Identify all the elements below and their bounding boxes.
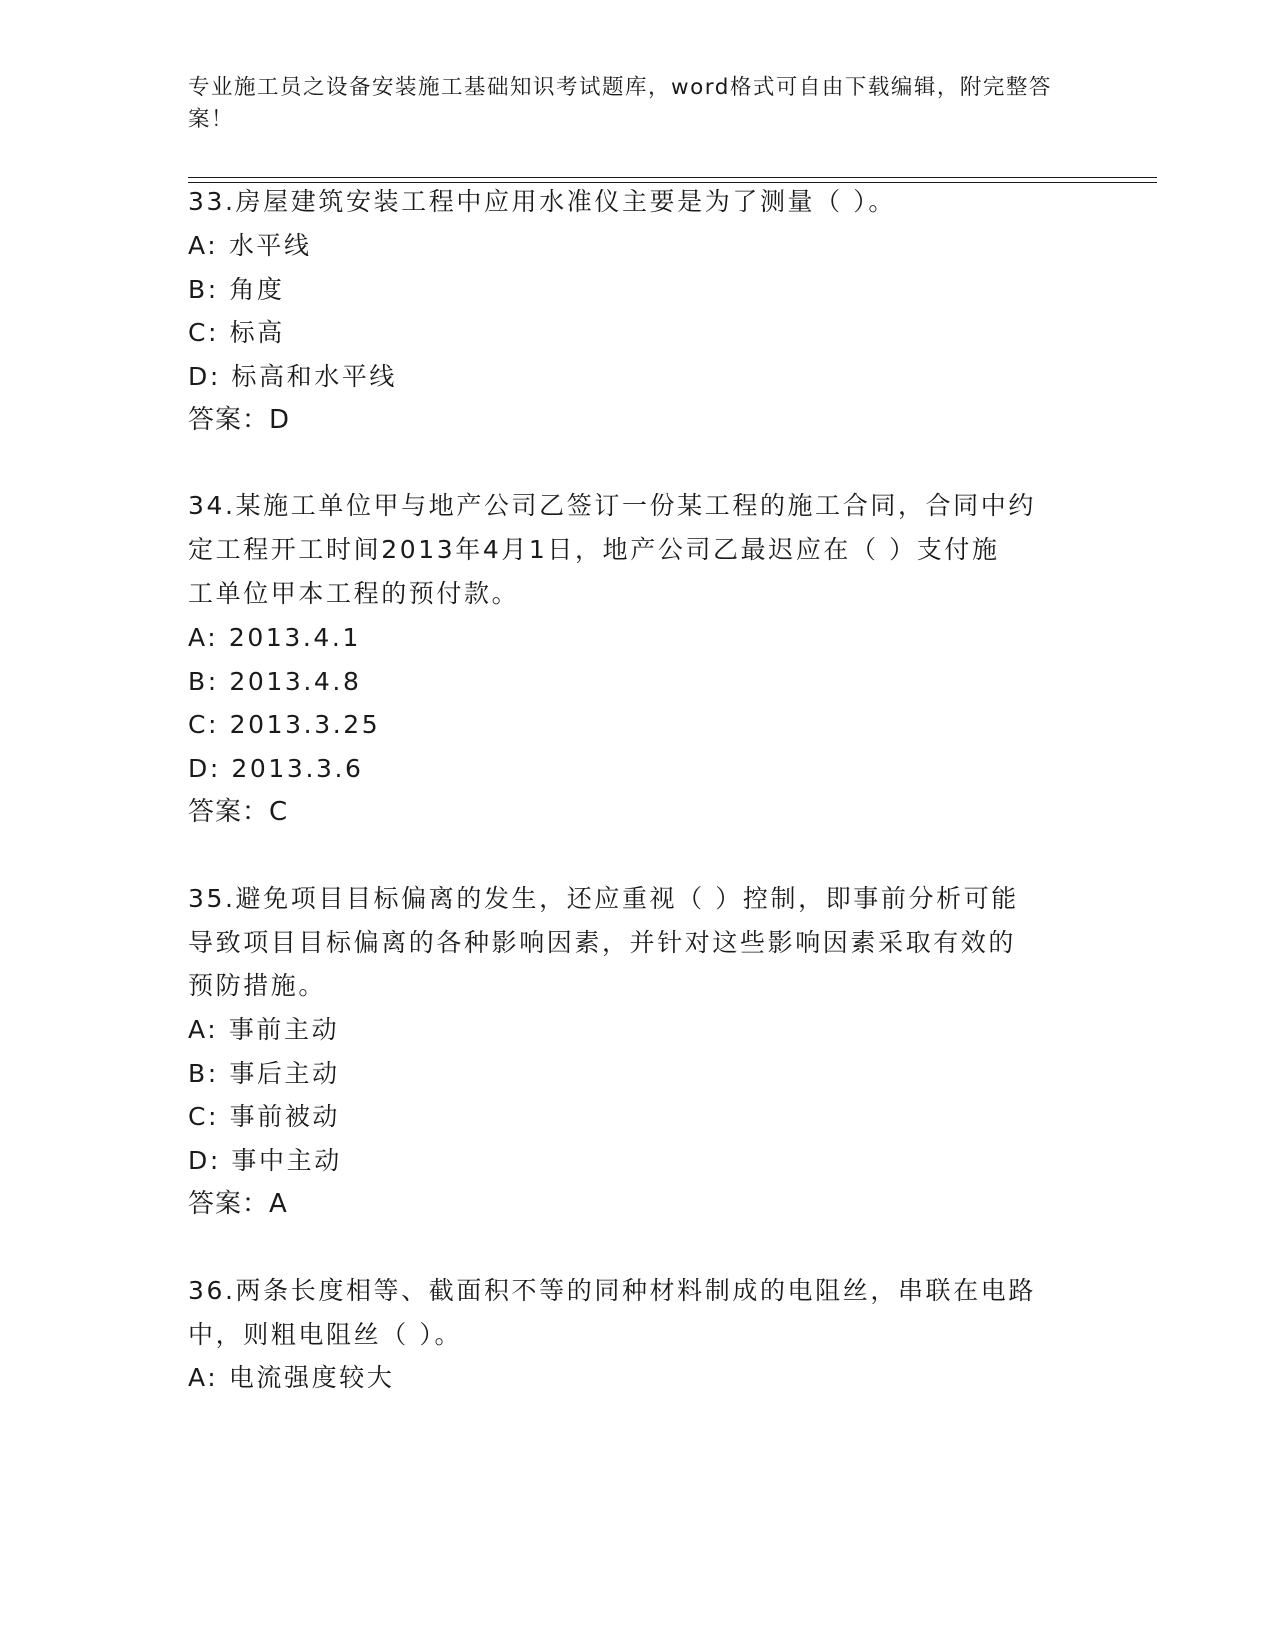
question-33-option-b: B: 角度 xyxy=(188,275,285,304)
question-35-option-d: D: 事中主动 xyxy=(188,1146,342,1175)
question-34-option-b: B: 2013.4.8 xyxy=(188,667,362,696)
question-35-option-c: C: 事前被动 xyxy=(188,1102,341,1131)
question-36-stem-line-1: 36.两条长度相等、截面积不等的同种材料制成的电阻丝，串联在电路 xyxy=(188,1276,1036,1305)
question-35-stem-line-3: 预防措施。 xyxy=(188,971,327,1000)
question-34-stem-line-3: 工单位甲本工程的预付款。 xyxy=(188,579,520,608)
question-35-option-b: B: 事后主动 xyxy=(188,1059,340,1088)
question-34-stem-line-1: 34.某施工单位甲与地产公司乙签订一份某工程的施工合同，合同中约 xyxy=(188,491,1036,520)
question-33-answer: 答案：D xyxy=(188,405,291,435)
question-34-option-d: D: 2013.3.6 xyxy=(188,754,364,783)
question-36-stem-line-2: 中，则粗电阻丝（ ）。 xyxy=(188,1320,463,1349)
question-33-option-d: D: 标高和水平线 xyxy=(188,362,398,391)
header-rule-top xyxy=(188,177,1157,178)
question-33-option-a: A: 水平线 xyxy=(188,231,312,260)
question-33-option-c: C: 标高 xyxy=(188,318,285,347)
question-36-option-a: A: 电流强度较大 xyxy=(188,1363,395,1392)
question-34-option-a: A: 2013.4.1 xyxy=(188,623,361,652)
question-35-answer: 答案：A xyxy=(188,1189,288,1219)
question-35-stem-line-2: 导致项目目标偏离的各种影响因素，并针对这些影响因素采取有效的 xyxy=(188,928,1017,957)
question-33-stem-line-1: 33.房屋建筑安装工程中应用水准仪主要是为了测量（ ）。 xyxy=(188,187,897,216)
question-35-stem-line-1: 35.避免项目目标偏离的发生，还应重视（ ）控制，即事前分析可能 xyxy=(188,884,1019,913)
header-rule-bottom xyxy=(188,182,1157,183)
question-34-stem-line-2: 定工程开工时间2013年4月1日，地产公司乙最迟应在（ ）支付施 xyxy=(188,535,1000,564)
document-header: 专业施工员之设备安装施工基础知识考试题库，word格式可自由下载编辑，附完整答案！ xyxy=(188,75,1052,132)
question-34-option-c: C: 2013.3.25 xyxy=(188,710,381,739)
question-34-answer: 答案：C xyxy=(188,797,289,827)
question-35-option-a: A: 事前主动 xyxy=(188,1015,340,1044)
